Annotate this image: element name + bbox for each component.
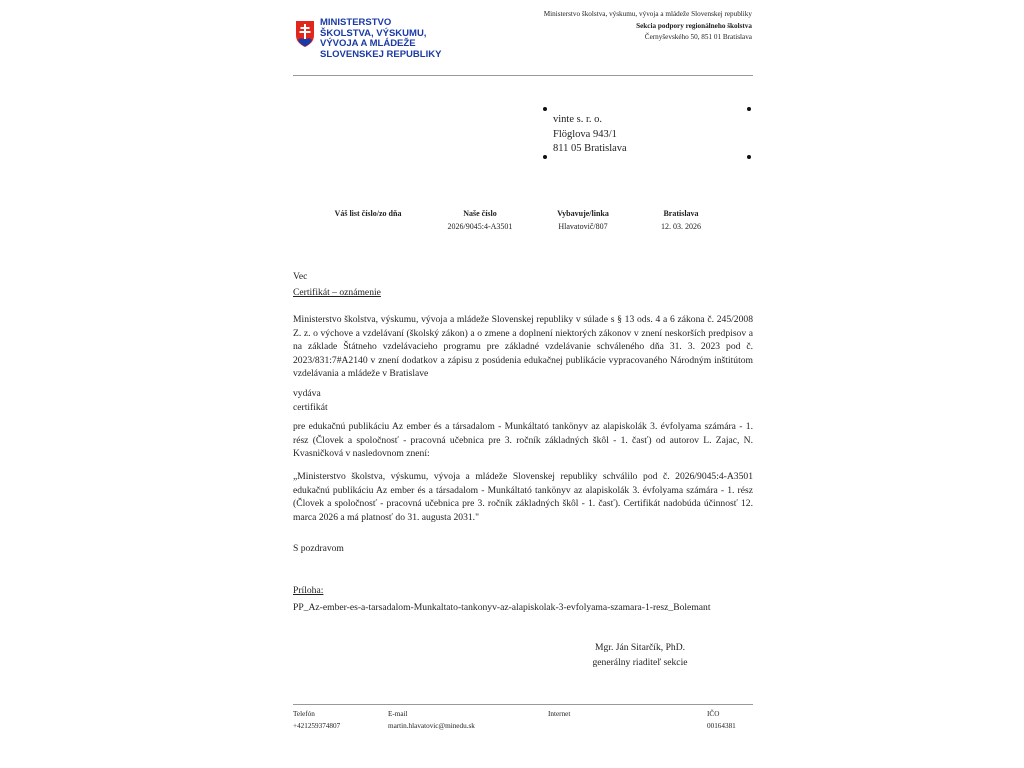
issues-text: vydáva — [293, 388, 321, 399]
logo-line-1: MINISTERSTVO — [320, 17, 392, 28]
our-number-value: 2026/9045:4-A3501 — [447, 222, 513, 231]
attachment-block — [293, 584, 753, 614]
subject-value: Certifikát – oznámenie — [293, 286, 381, 298]
phone-label: Telefón — [293, 710, 315, 718]
our-number-label: Naše číslo — [463, 209, 497, 218]
sender-line-2: Sekcia podpory regionálneho školstva — [636, 21, 752, 30]
phone-value: +421259374807 — [293, 722, 341, 730]
signatory-title: generálny riaditeľ sekcie — [592, 657, 688, 668]
body-paragraph-1: Ministerstvo školstva, výskumu, vývoja a mládeže Slovenskej republiky v súlade s § 13 ods. 4 a 6 zákona č. 245/2008 Z. z. o výchove a vzdelávaní (školský zákon) a o zmene a doplnení niektorých zákonov v znení neskorších predpisov a na základe Štátneho vzdelávacieho programu pre základné vzdelávanie schváleného dňa 31. 3. 2023 pod č. 2023/831:7#A2140 v znení dodatkov a zápisu z posúdenia edukačnej publikácie vypracovaného Národným inštitútom vzdelávania a mládeže v Bratislave — [293, 314, 753, 379]
footer-phone — [293, 708, 340, 732]
email-value: martin.hlavatovic@minedu.sk — [388, 722, 475, 730]
greeting: S pozdravom — [293, 543, 344, 554]
place-label: Bratislava — [663, 209, 699, 218]
sender-line-3: Černyševského 50, 851 01 Bratislava — [644, 33, 752, 41]
logo-line-2: ŠKOLSTVA, VÝSKUMU, — [320, 27, 427, 39]
sender-address — [544, 9, 752, 44]
footer-ico — [707, 708, 736, 732]
date-value: 12. 03. 2026 — [661, 222, 701, 231]
body-paragraph-2: pre edukačnú publikáciu Az ember és a társadalom - Munkáltató tankönyv az alapiskolák 3. évfolyama számára - 1. rész (Človek a spoločnosť - pracovná učebnica pre 3. ročník základných škôl - 1. časť) od autorov L. Zajac, N. Kvasničková v nasledovnom znení: — [293, 421, 753, 459]
slovak-coat-of-arms-icon — [295, 20, 315, 48]
internet-label: Internet — [548, 710, 571, 718]
sender-line-1: Ministerstvo školstva, výskumu, vývoja a mládeže Slovenskej republiky — [543, 10, 752, 18]
address-window-mark — [747, 155, 751, 159]
signature-block — [565, 640, 715, 670]
recipient-street: Flöglova 943/1 — [553, 128, 617, 140]
address-window-mark — [543, 107, 547, 111]
recipient-city: 811 05 Bratislava — [553, 143, 627, 154]
ministry-logo-text — [320, 18, 441, 60]
ico-value: 00164381 — [707, 722, 736, 730]
footer-email — [388, 708, 475, 732]
footer-divider — [293, 704, 753, 705]
certificate-text: certifikát — [293, 401, 328, 413]
ico-label: IČO — [707, 710, 720, 718]
logo-line-3: VÝVOJA A MLÁDEŽE — [320, 38, 416, 49]
subject-block — [293, 270, 753, 299]
attachment-filename: PP_Az-ember-es-a-tarsadalom-Munkaltato-tankonyv-az-alapiskolak-3-evfolyama-szamara-1-resz_Bolemant — [293, 601, 711, 613]
address-window-mark — [543, 155, 547, 159]
subject-label: Vec — [293, 271, 308, 282]
our-number-column — [430, 207, 530, 233]
handled-by-column — [533, 207, 633, 233]
signatory-name: Mgr. Ján Sitarčík, PhD. — [594, 642, 686, 653]
footer-internet — [548, 708, 570, 720]
handled-by-value: Hlavatovič/807 — [558, 222, 608, 231]
attachment-label: Príloha: — [293, 585, 324, 596]
handled-by-label: Vybavuje/linka — [557, 209, 609, 218]
issues-block — [293, 387, 753, 414]
logo-line-4: SLOVENSKEJ REPUBLIKY — [320, 48, 442, 60]
header-divider — [293, 75, 753, 76]
certificate-quote: „Ministerstvo školstva, výskumu, vývoja a mládeže Slovenskej republiky schválilo pod č. 2026/9045:4-A3501 edukačnú publikáciu Az ember és a társadalom - Munkáltató tankönyv az alapiskolák 3. évfolyama számára - 1. rész (Človek a spoločnosť - pracovná učebnica pre 3. ročník základných škôl - 1. časť). Certifikát nadobúda účinnosť 12. marca 2026 a má platnosť do 31. augusta 2031." — [293, 471, 753, 523]
your-letter-column — [318, 207, 418, 220]
recipient-address — [553, 113, 627, 157]
your-letter-label: Váš list číslo/zo dňa — [334, 209, 402, 218]
date-column — [631, 207, 731, 233]
recipient-name: vinte s. r. o. — [553, 114, 602, 125]
email-label: E-mail — [388, 710, 408, 718]
address-window-mark — [747, 107, 751, 111]
